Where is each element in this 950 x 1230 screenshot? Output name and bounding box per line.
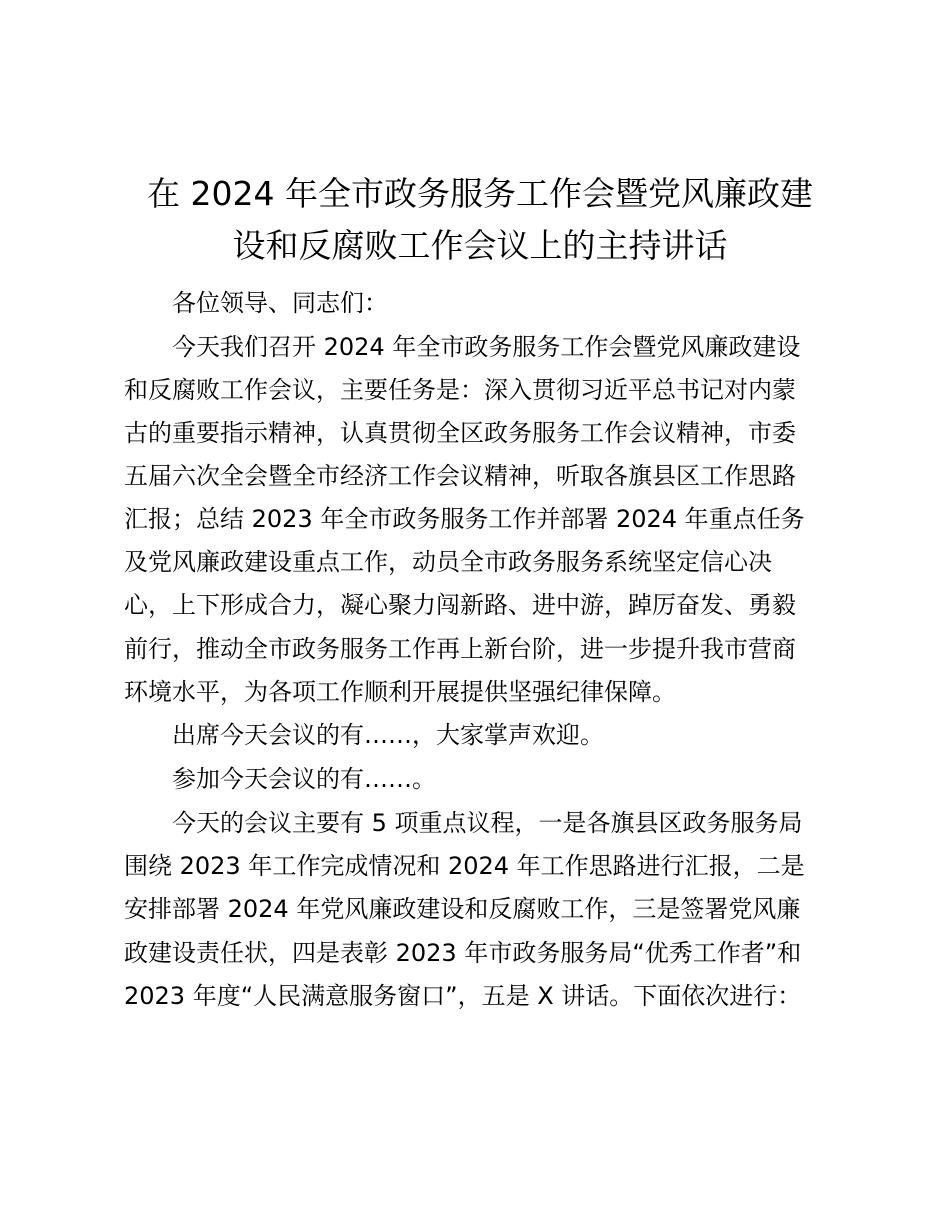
paragraph-line: 今天的会议主要有 5 项重点议程，一是各旗县区政务服务局 xyxy=(172,809,803,837)
paragraph-line: 出席今天会议的有……，大家掌声欢迎。 xyxy=(172,721,604,749)
paragraph-line: 汇报；总结 2023 年全市政务服务工作并部署 2024 年重点任务 xyxy=(124,505,805,533)
paragraph-line: 安排部署 2024 年党风廉政建设和反腐败工作，三是签署党风廉 xyxy=(124,895,801,923)
paragraph-line: 古的重要指示精神，认真贯彻全区政务服务工作会议精神，市委 xyxy=(124,419,796,447)
paragraph-line: 政建设责任状，四是表彰 2023 年市政务服务局“优秀工作者”和 xyxy=(124,939,802,967)
paragraph-line: 及党风廉政建设重点工作，动员全市政务服务系统坚定信心决 xyxy=(124,548,772,576)
paragraph-line: 2023 年度“人民满意服务窗口”，五是 X 讲话。下面依次进行： xyxy=(124,982,802,1010)
title-line-1: 在 2024 年全市政务服务工作会暨党风廉政建 xyxy=(147,174,813,213)
paragraph-line: 环境水平，为各项工作顺利开展提供坚强纪律保障。 xyxy=(124,678,676,706)
salutation: 各位领导、同志们： xyxy=(172,289,388,317)
document-title xyxy=(120,168,840,272)
title-line-2: 设和反腐败工作会议上的主持讲话 xyxy=(232,226,728,265)
paragraph-line: 前行，推动全市政务服务工作再上新台阶，进一步提升我市营商 xyxy=(124,635,796,663)
paragraph-line: 五届六次全会暨全市经济工作会议精神，听取各旗县区工作思路 xyxy=(124,462,796,490)
paragraph-line: 今天我们召开 2024 年全市政务服务工作会暨党风廉政建设 xyxy=(172,333,801,361)
paragraph-line: 和反腐败工作会议，主要任务是：深入贯彻习近平总书记对内蒙 xyxy=(124,376,796,404)
paragraph-line: 心，上下形成合力，凝心聚力闯新路、进中游，踔厉奋发、勇毅 xyxy=(124,591,796,619)
paragraph-line: 参加今天会议的有……。 xyxy=(172,765,436,793)
paragraph-line: 围绕 2023 年工作完成情况和 2024 年工作思路进行汇报，二是 xyxy=(124,852,805,880)
